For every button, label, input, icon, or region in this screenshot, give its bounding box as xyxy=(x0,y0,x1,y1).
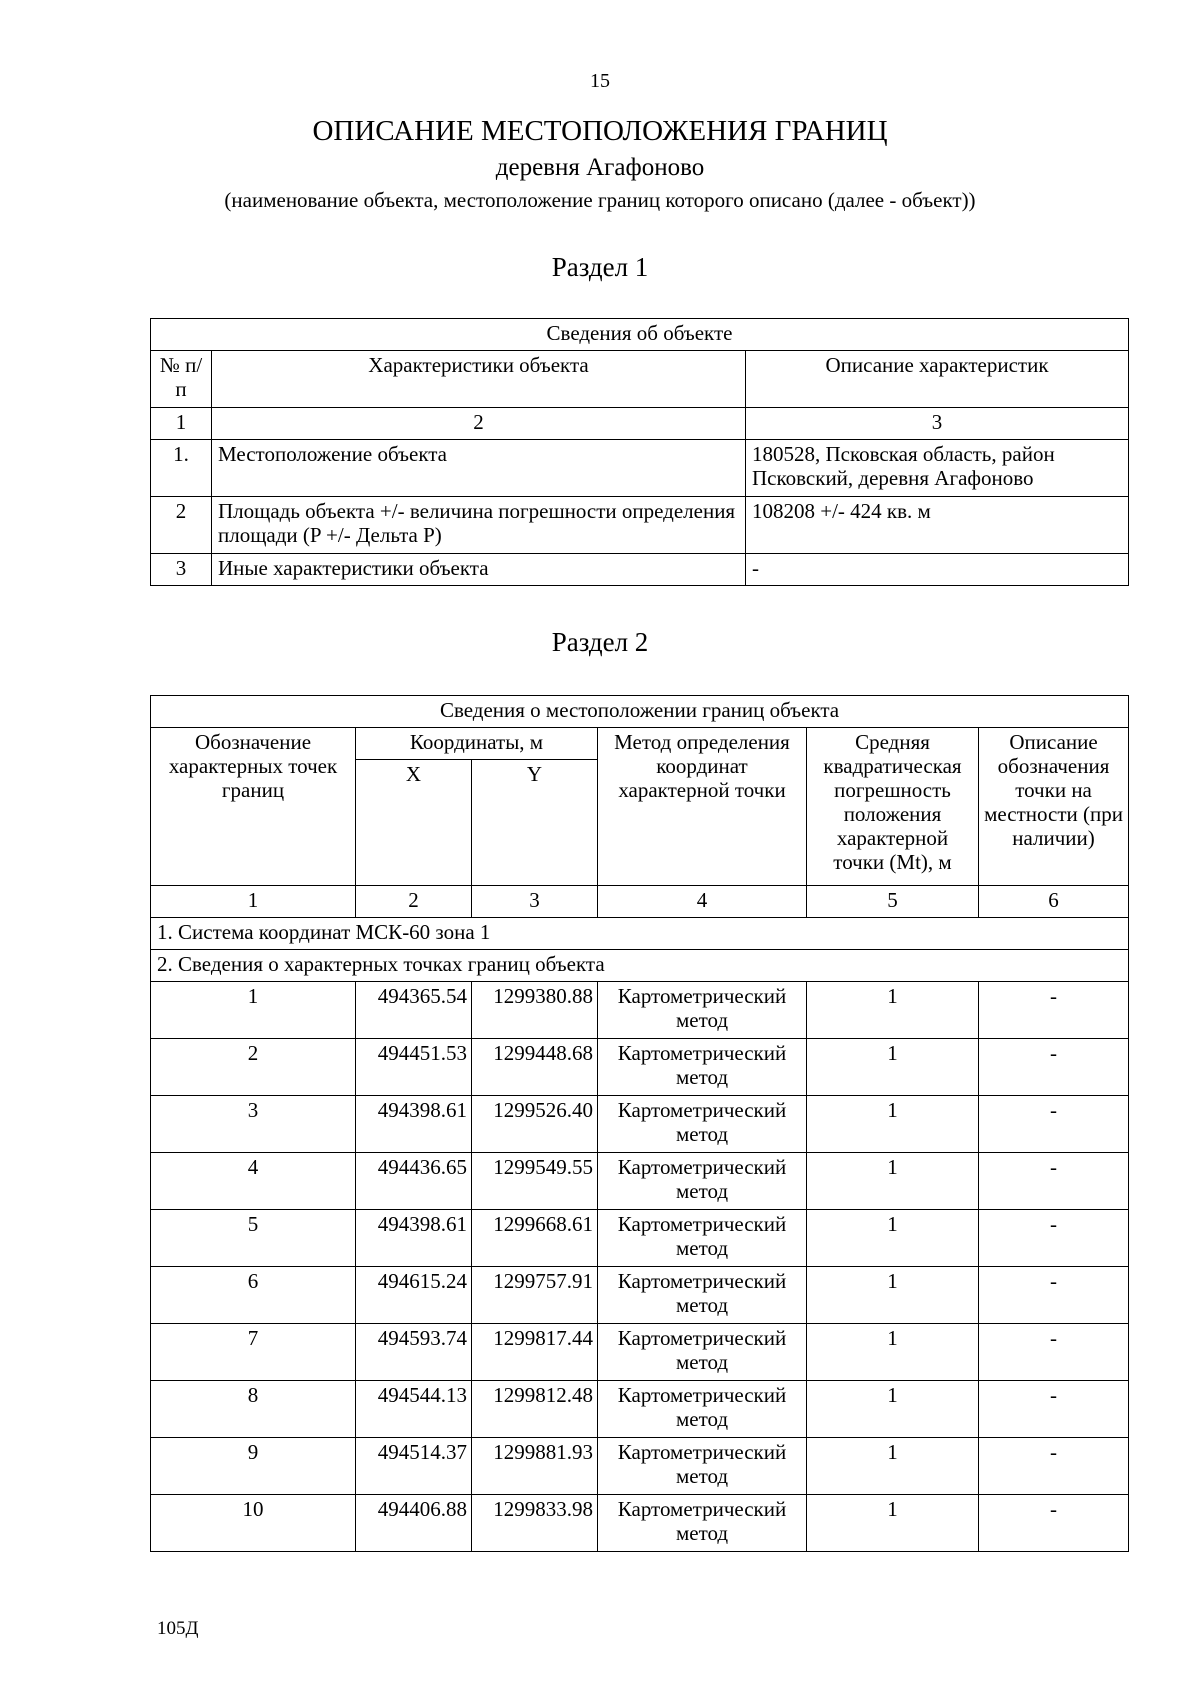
table-caption-row xyxy=(151,319,1129,351)
point-error: 1 xyxy=(807,1438,979,1495)
row-value: 180528, Псковская область, район Псковский, деревня Агафоново xyxy=(746,440,1129,497)
column-number: 6 xyxy=(979,886,1129,918)
coord-x: 494544.13 xyxy=(356,1381,472,1438)
point-description: - xyxy=(979,1324,1129,1381)
point-method: Картометрический метод xyxy=(598,1210,807,1267)
header-description: Описание обозначения точки на местности (при наличии) xyxy=(979,728,1129,886)
header-description: Описание характеристик xyxy=(746,351,1129,408)
table-row xyxy=(151,440,1129,497)
column-number-row xyxy=(151,408,1129,440)
table-row xyxy=(151,1438,1129,1495)
point-id: 6 xyxy=(151,1267,356,1324)
header-method: Метод определения координат характерной точки xyxy=(598,728,807,886)
point-id: 3 xyxy=(151,1096,356,1153)
point-method: Картометрический метод xyxy=(598,1153,807,1210)
header-point: Обозначение характерных точек границ xyxy=(151,728,356,886)
row-value: - xyxy=(746,554,1129,586)
section-1-title: Раздел 1 xyxy=(551,252,649,282)
coord-x: 494398.61 xyxy=(356,1096,472,1153)
point-id: 9 xyxy=(151,1438,356,1495)
footer-code: 105Д xyxy=(157,1618,199,1639)
coord-y: 1299881.93 xyxy=(472,1438,598,1495)
coord-y: 1299812.48 xyxy=(472,1381,598,1438)
coord-y: 1299448.68 xyxy=(472,1039,598,1096)
point-id: 8 xyxy=(151,1381,356,1438)
table-row xyxy=(151,1267,1129,1324)
column-number-row xyxy=(151,886,1129,918)
row-characteristic: Площадь объекта +/- величина погрешности определения площади (P +/- Дельта P) xyxy=(212,497,746,554)
coord-x: 494436.65 xyxy=(356,1153,472,1210)
table-row xyxy=(151,1324,1129,1381)
coordinate-system: 1. Система координат МСК-60 зона 1 xyxy=(151,918,1129,950)
point-description: - xyxy=(979,982,1129,1039)
point-description: - xyxy=(979,1210,1129,1267)
table-row xyxy=(151,1039,1129,1096)
document-title: ОПИСАНИЕ МЕСТОПОЛОЖЕНИЯ ГРАНИЦ xyxy=(312,115,888,147)
column-number: 5 xyxy=(807,886,979,918)
header-error: Средняя квадратическая погрешность положения характерной точки (Mt), м xyxy=(807,728,979,886)
column-number: 3 xyxy=(472,886,598,918)
section-2-title: Раздел 2 xyxy=(551,627,649,657)
object-name: деревня Агафоново xyxy=(495,154,705,181)
column-number: 1 xyxy=(151,408,212,440)
header-number: № п/п xyxy=(151,351,212,408)
object-name-caption: (наименование объекта, местоположение границ которого описано (далее - объект)) xyxy=(224,188,976,212)
point-method: Картометрический метод xyxy=(598,1324,807,1381)
header-characteristic: Характеристики объекта xyxy=(212,351,746,408)
point-description: - xyxy=(979,1438,1129,1495)
points-caption-row xyxy=(151,950,1129,982)
header-x: X xyxy=(356,760,472,886)
table-row xyxy=(151,1495,1129,1552)
point-error: 1 xyxy=(807,1096,979,1153)
table-row xyxy=(151,1096,1129,1153)
point-method: Картометрический метод xyxy=(598,1039,807,1096)
column-number: 3 xyxy=(746,408,1129,440)
boundary-points-table xyxy=(150,695,1129,1552)
point-id: 1 xyxy=(151,982,356,1039)
table-header-row xyxy=(151,728,1129,760)
coord-x: 494615.24 xyxy=(356,1267,472,1324)
header-y: Y xyxy=(472,760,598,886)
row-number: 1. xyxy=(151,440,212,497)
point-description: - xyxy=(979,1381,1129,1438)
coordinate-system-row xyxy=(151,918,1129,950)
table-row xyxy=(151,497,1129,554)
coord-y: 1299380.88 xyxy=(472,982,598,1039)
coord-y: 1299668.61 xyxy=(472,1210,598,1267)
point-method: Картометрический метод xyxy=(598,1096,807,1153)
header-coordinates: Координаты, м xyxy=(356,728,598,760)
table-row xyxy=(151,982,1129,1039)
table-header-row xyxy=(151,351,1129,408)
object-info-table xyxy=(150,318,1129,586)
column-number: 1 xyxy=(151,886,356,918)
coord-x: 494398.61 xyxy=(356,1210,472,1267)
row-characteristic: Иные характеристики объекта xyxy=(212,554,746,586)
table-caption: Сведения об объекте xyxy=(151,319,1129,351)
point-method: Картометрический метод xyxy=(598,1495,807,1552)
table-row xyxy=(151,1210,1129,1267)
page-number: 15 xyxy=(590,70,610,92)
coord-y: 1299526.40 xyxy=(472,1096,598,1153)
point-description: - xyxy=(979,1495,1129,1552)
point-error: 1 xyxy=(807,1324,979,1381)
table-row xyxy=(151,1153,1129,1210)
coord-x: 494593.74 xyxy=(356,1324,472,1381)
point-method: Картометрический метод xyxy=(598,1267,807,1324)
column-number: 2 xyxy=(356,886,472,918)
coord-x: 494514.37 xyxy=(356,1438,472,1495)
point-description: - xyxy=(979,1096,1129,1153)
table-row xyxy=(151,554,1129,586)
coord-x: 494406.88 xyxy=(356,1495,472,1552)
table-caption-row xyxy=(151,696,1129,728)
row-value: 108208 +/- 424 кв. м xyxy=(746,497,1129,554)
point-description: - xyxy=(979,1039,1129,1096)
point-error: 1 xyxy=(807,1267,979,1324)
table-row xyxy=(151,1381,1129,1438)
point-error: 1 xyxy=(807,1381,979,1438)
point-error: 1 xyxy=(807,1039,979,1096)
row-number: 2 xyxy=(151,497,212,554)
coord-x: 494365.54 xyxy=(356,982,472,1039)
point-error: 1 xyxy=(807,1210,979,1267)
coord-y: 1299549.55 xyxy=(472,1153,598,1210)
column-number: 2 xyxy=(212,408,746,440)
point-id: 5 xyxy=(151,1210,356,1267)
point-method: Картометрический метод xyxy=(598,982,807,1039)
point-method: Картометрический метод xyxy=(598,1438,807,1495)
point-method: Картометрический метод xyxy=(598,1381,807,1438)
point-id: 4 xyxy=(151,1153,356,1210)
row-characteristic: Местоположение объекта xyxy=(212,440,746,497)
coord-y: 1299817.44 xyxy=(472,1324,598,1381)
point-error: 1 xyxy=(807,1495,979,1552)
point-description: - xyxy=(979,1153,1129,1210)
point-error: 1 xyxy=(807,982,979,1039)
point-id: 10 xyxy=(151,1495,356,1552)
coord-y: 1299833.98 xyxy=(472,1495,598,1552)
point-id: 2 xyxy=(151,1039,356,1096)
point-id: 7 xyxy=(151,1324,356,1381)
row-number: 3 xyxy=(151,554,212,586)
coord-y: 1299757.91 xyxy=(472,1267,598,1324)
table-caption: Сведения о местоположении границ объекта xyxy=(151,696,1129,728)
point-description: - xyxy=(979,1267,1129,1324)
point-error: 1 xyxy=(807,1153,979,1210)
coord-x: 494451.53 xyxy=(356,1039,472,1096)
column-number: 4 xyxy=(598,886,807,918)
points-caption: 2. Сведения о характерных точках границ объекта xyxy=(151,950,1129,982)
